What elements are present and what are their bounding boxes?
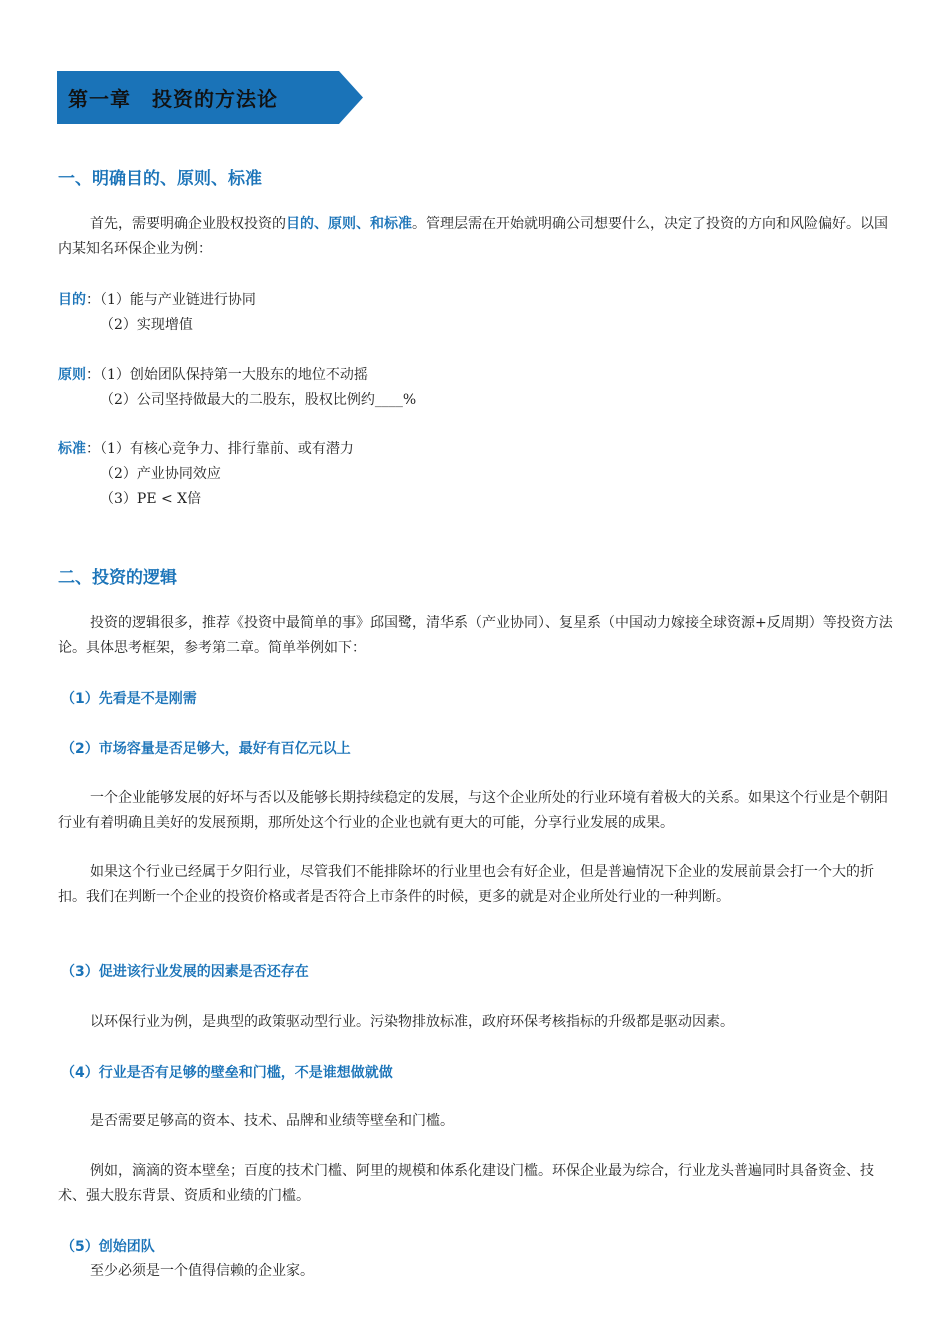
standard-line-1 — [58, 438, 354, 458]
paragraph-4a: 是否需要足够高的资本、技术、品牌和业绩等壁垒和门槛。 — [90, 1113, 454, 1129]
principle-label: 原则 — [58, 367, 86, 383]
purpose-label: 目的 — [58, 292, 86, 308]
intro-text-post: 。管理层需在开始就明确公司想要什么，决定了投资的方向和风险偏好。以国内某知名环保企业为例： — [58, 216, 888, 257]
principle-sep: ： — [86, 367, 100, 383]
purpose-line-2: （2）实现增值 — [100, 317, 193, 333]
purpose-item: （1）能与产业链进行协同 — [100, 292, 256, 308]
subheading-5: （5）创始团队 — [61, 1239, 155, 1255]
paragraph-4b: 例如，滴滴的资本壁垒；百度的技术门槛、阿里的规模和体系化建设门槛。环保企业最为综合，行业龙头普遍同时具备资金、技术、强大股东背景、资质和业绩的门槛。 — [58, 1163, 874, 1204]
section2-intro: 投资的逻辑很多，推荐《投资中最简单的事》邱国鹭，清华系（产业协同）、复星系（中国动力嫁接全球资源+反周期）等投资方法论。具体思考框架，参考第二章。简单举例如下： — [58, 615, 893, 656]
section1-heading: 一、明确目的、原则、标准 — [58, 169, 262, 189]
subheading-2: （2）市场容量是否足够大，最好有百亿元以上 — [61, 741, 351, 757]
chapter-title: 第一章 投资的方法论 — [68, 87, 278, 111]
paragraph-5: 至少必须是一个值得信赖的企业家。 — [90, 1263, 314, 1279]
principle-item: （1）创始团队保持第一大股东的地位不动摇 — [100, 367, 368, 383]
standard-item: （1）有核心竞争力、排行靠前、或有潜力 — [100, 441, 354, 457]
intro-text-pre: 首先，需要明确企业股权投资的 — [90, 216, 286, 232]
section2-heading: 二、投资的逻辑 — [58, 568, 177, 588]
paragraph-3: 以环保行业为例，是典型的政策驱动型行业。污染物排放标准，政府环保考核指标的升级都是驱动因素。 — [90, 1014, 734, 1030]
principle-line-1 — [58, 364, 368, 384]
paragraph-2a: 一个企业能够发展的好坏与否以及能够长期持续稳定的发展，与这个企业所处的行业环境有着极大的关系。如果这个行业是个朝阳行业有着明确且美好的发展预期，那所处这个行业的企业也就有更大的可能，分享行业发展的成果。 — [58, 790, 888, 831]
intro-text-accent: 目的、原则、和标准 — [286, 216, 412, 232]
standard-line-2: （2）产业协同效应 — [100, 466, 221, 482]
principle-line-2: （2）公司坚持做最大的二股东，股权比例约____% — [100, 392, 417, 408]
standard-sep: ： — [86, 441, 100, 457]
section1-intro — [58, 212, 894, 262]
chapter-banner — [57, 71, 363, 124]
standard-label: 标准 — [58, 441, 86, 457]
standard-line-3: （3）PE < X倍 — [100, 491, 202, 507]
subheading-4: （4）行业是否有足够的壁垒和门槛，不是谁想做就做 — [61, 1065, 393, 1081]
purpose-sep: ： — [86, 292, 100, 308]
purpose-line-1 — [58, 289, 256, 309]
paragraph-2b: 如果这个行业已经属于夕阳行业，尽管我们不能排除坏的行业里也会有好企业，但是普遍情况下企业的发展前景会打一个大的折扣。我们在判断一个企业的投资价格或者是否符合上市条件的时候，更多的就是对企业所处行业的一种判断。 — [58, 864, 874, 905]
subheading-3: （3）促进该行业发展的因素是否还存在 — [61, 964, 309, 980]
subheading-1: （1）先看是不是刚需 — [61, 691, 197, 707]
